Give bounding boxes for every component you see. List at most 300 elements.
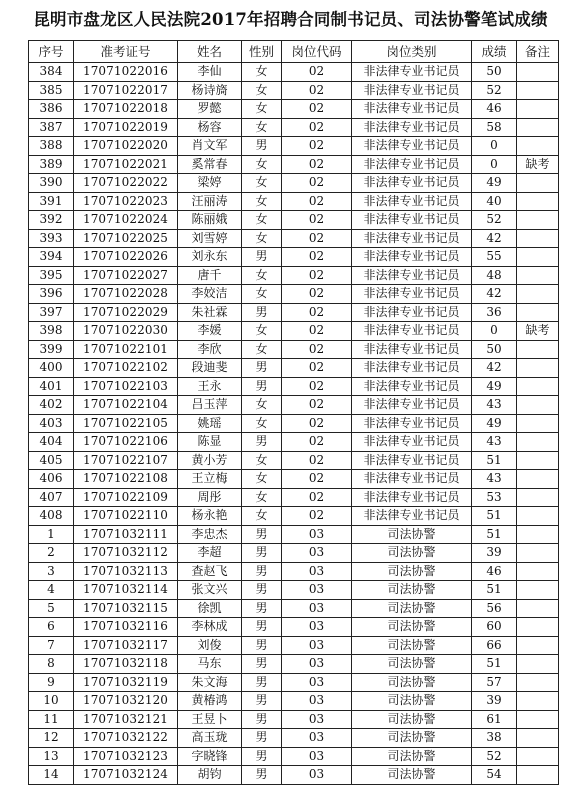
cell-no: 9 [29,673,74,692]
cell-exam-id: 17071022106 [74,433,178,452]
cell-post-code: 02 [282,488,352,507]
cell-exam-id: 17071022107 [74,451,178,470]
cell-post-category: 司法协警 [352,581,472,600]
cell-exam-id: 17071032117 [74,636,178,655]
cell-exam-id: 17071022109 [74,488,178,507]
cell-score: 42 [472,359,517,378]
cell-gender: 男 [242,525,282,544]
cell-post-category: 司法协警 [352,655,472,674]
table-row [29,636,559,655]
cell-score: 48 [472,266,517,285]
cell-name: 姚瑶 [178,414,242,433]
cell-post-category: 司法协警 [352,710,472,729]
cell-no: 404 [29,433,74,452]
cell-no: 408 [29,507,74,526]
cell-note [517,377,559,396]
cell-post-code: 02 [282,470,352,489]
cell-post-category: 非法律专业书记员 [352,414,472,433]
cell-no: 3 [29,562,74,581]
cell-score: 46 [472,100,517,119]
cell-exam-id: 17071032119 [74,673,178,692]
cell-exam-id: 17071022104 [74,396,178,415]
cell-name: 徐凯 [178,599,242,618]
table-row [29,692,559,711]
cell-name: 王立梅 [178,470,242,489]
cell-post-category: 非法律专业书记员 [352,100,472,119]
cell-no: 13 [29,747,74,766]
header-post-code: 岗位代码 [282,41,352,63]
cell-no: 390 [29,174,74,193]
cell-name: 李欣 [178,340,242,359]
cell-score: 51 [472,507,517,526]
cell-exam-id: 17071032124 [74,766,178,785]
cell-post-category: 非法律专业书记员 [352,396,472,415]
cell-exam-id: 17071022021 [74,155,178,174]
cell-name: 张文兴 [178,581,242,600]
cell-post-category: 司法协警 [352,729,472,748]
cell-no: 400 [29,359,74,378]
cell-no: 399 [29,340,74,359]
cell-note [517,673,559,692]
cell-post-code: 02 [282,433,352,452]
header-gender: 性别 [242,41,282,63]
cell-exam-id: 17071032115 [74,599,178,618]
cell-post-category: 非法律专业书记员 [352,488,472,507]
cell-score: 50 [472,63,517,82]
cell-name: 罗懿 [178,100,242,119]
cell-post-code: 03 [282,636,352,655]
cell-post-code: 02 [282,137,352,156]
cell-no: 407 [29,488,74,507]
table-row [29,63,559,82]
cell-name: 李仙 [178,63,242,82]
cell-exam-id: 17071022026 [74,248,178,267]
cell-no: 4 [29,581,74,600]
cell-score: 60 [472,618,517,637]
cell-name: 李媛 [178,322,242,341]
cell-note [517,118,559,137]
cell-post-category: 非法律专业书记员 [352,155,472,174]
cell-note [517,192,559,211]
header-post-category: 岗位类别 [352,41,472,63]
cell-note [517,544,559,563]
cell-gender: 男 [242,433,282,452]
cell-post-category: 非法律专业书记员 [352,266,472,285]
header-no: 序号 [29,41,74,63]
cell-exam-id: 17071032123 [74,747,178,766]
cell-name: 李林成 [178,618,242,637]
cell-note [517,692,559,711]
cell-post-category: 非法律专业书记员 [352,470,472,489]
cell-post-code: 02 [282,118,352,137]
cell-score: 52 [472,747,517,766]
cell-note [517,636,559,655]
cell-name: 胡钧 [178,766,242,785]
cell-no: 395 [29,266,74,285]
cell-post-code: 02 [282,359,352,378]
cell-note [517,248,559,267]
cell-note [517,710,559,729]
cell-post-code: 03 [282,747,352,766]
cell-post-category: 司法协警 [352,673,472,692]
cell-no: 7 [29,636,74,655]
cell-post-category: 非法律专业书记员 [352,340,472,359]
header-note: 备注 [517,41,559,63]
cell-no: 394 [29,248,74,267]
cell-note [517,81,559,100]
cell-no: 391 [29,192,74,211]
cell-post-category: 非法律专业书记员 [352,377,472,396]
cell-no: 5 [29,599,74,618]
cell-post-category: 非法律专业书记员 [352,451,472,470]
table-row [29,192,559,211]
cell-gender: 女 [242,81,282,100]
cell-gender: 男 [242,692,282,711]
cell-note [517,507,559,526]
cell-post-code: 02 [282,396,352,415]
cell-note [517,525,559,544]
cell-post-code: 03 [282,618,352,637]
page-title: 昆明市盘龙区人民法院2017年招聘合同制书记员、司法协警笔试成绩 [33,10,548,29]
cell-gender: 男 [242,618,282,637]
cell-post-code: 03 [282,729,352,748]
table-row [29,396,559,415]
cell-name: 周彤 [178,488,242,507]
cell-note [517,766,559,785]
table-row [29,81,559,100]
cell-post-code: 03 [282,599,352,618]
cell-post-code: 03 [282,562,352,581]
cell-score: 42 [472,285,517,304]
cell-post-code: 02 [282,211,352,230]
cell-post-category: 司法协警 [352,618,472,637]
table-row [29,100,559,119]
cell-gender: 男 [242,359,282,378]
cell-no: 406 [29,470,74,489]
cell-exam-id: 17071022024 [74,211,178,230]
cell-post-category: 非法律专业书记员 [352,303,472,322]
cell-post-code: 02 [282,63,352,82]
cell-name: 李姣洁 [178,285,242,304]
cell-score: 51 [472,451,517,470]
cell-no: 389 [29,155,74,174]
cell-gender: 男 [242,544,282,563]
cell-score: 66 [472,636,517,655]
cell-no: 1 [29,525,74,544]
cell-gender: 男 [242,636,282,655]
cell-post-category: 非法律专业书记员 [352,229,472,248]
cell-gender: 男 [242,710,282,729]
cell-gender: 男 [242,377,282,396]
cell-name: 吕玉萍 [178,396,242,415]
table-row [29,655,559,674]
cell-name: 黄椿鸿 [178,692,242,711]
table-row [29,525,559,544]
header-exam-id: 准考证号 [74,41,178,63]
cell-exam-id: 17071032116 [74,618,178,637]
cell-name: 唐千 [178,266,242,285]
cell-name: 肖文军 [178,137,242,156]
cell-exam-id: 17071022022 [74,174,178,193]
table-row [29,285,559,304]
cell-name: 王昱卜 [178,710,242,729]
table-row [29,747,559,766]
cell-score: 0 [472,322,517,341]
cell-post-category: 司法协警 [352,544,472,563]
table-row [29,155,559,174]
cell-score: 40 [472,192,517,211]
cell-name: 王永 [178,377,242,396]
cell-no: 11 [29,710,74,729]
table-row [29,581,559,600]
cell-name: 奚常春 [178,155,242,174]
cell-name: 段迪斐 [178,359,242,378]
cell-post-code: 03 [282,544,352,563]
cell-exam-id: 17071022020 [74,137,178,156]
cell-gender: 女 [242,340,282,359]
cell-gender: 女 [242,488,282,507]
cell-note [517,655,559,674]
cell-exam-id: 17071022019 [74,118,178,137]
cell-name: 李超 [178,544,242,563]
cell-post-code: 02 [282,248,352,267]
table-row [29,303,559,322]
cell-note [517,174,559,193]
cell-post-code: 02 [282,303,352,322]
table-row [29,248,559,267]
table-row [29,673,559,692]
cell-exam-id: 17071022017 [74,81,178,100]
cell-exam-id: 17071032118 [74,655,178,674]
table-row [29,229,559,248]
cell-exam-id: 17071022101 [74,340,178,359]
cell-note [517,433,559,452]
cell-score: 0 [472,155,517,174]
cell-exam-id: 17071022025 [74,229,178,248]
cell-post-category: 非法律专业书记员 [352,118,472,137]
cell-note [517,488,559,507]
header-name: 姓名 [178,41,242,63]
cell-score: 55 [472,248,517,267]
cell-post-code: 03 [282,655,352,674]
cell-name: 杨永艳 [178,507,242,526]
cell-score: 46 [472,562,517,581]
cell-score: 43 [472,396,517,415]
cell-post-category: 非法律专业书记员 [352,507,472,526]
cell-post-code: 02 [282,100,352,119]
cell-gender: 男 [242,729,282,748]
cell-no: 396 [29,285,74,304]
cell-note [517,359,559,378]
header-row [29,41,559,63]
table-row [29,766,559,785]
cell-gender: 男 [242,562,282,581]
cell-note: 缺考 [517,155,559,174]
table-row [29,562,559,581]
cell-name: 刘俊 [178,636,242,655]
cell-note [517,266,559,285]
cell-no: 6 [29,618,74,637]
cell-post-code: 02 [282,285,352,304]
cell-exam-id: 17071032121 [74,710,178,729]
cell-post-category: 司法协警 [352,525,472,544]
cell-post-category: 司法协警 [352,747,472,766]
cell-name: 陈显 [178,433,242,452]
cell-score: 61 [472,710,517,729]
cell-exam-id: 17071032120 [74,692,178,711]
cell-post-code: 03 [282,710,352,729]
cell-score: 43 [472,433,517,452]
cell-gender: 男 [242,248,282,267]
cell-gender: 男 [242,673,282,692]
cell-name: 汪丽涛 [178,192,242,211]
cell-post-category: 非法律专业书记员 [352,63,472,82]
cell-post-code: 03 [282,673,352,692]
cell-no: 403 [29,414,74,433]
cell-exam-id: 17071022110 [74,507,178,526]
cell-note [517,451,559,470]
cell-name: 刘永东 [178,248,242,267]
table-row [29,451,559,470]
cell-gender: 女 [242,192,282,211]
cell-gender: 男 [242,303,282,322]
cell-no: 401 [29,377,74,396]
table-row [29,618,559,637]
cell-post-code: 02 [282,174,352,193]
cell-gender: 女 [242,229,282,248]
cell-exam-id: 17071022027 [74,266,178,285]
cell-no: 402 [29,396,74,415]
cell-score: 56 [472,599,517,618]
cell-post-code: 02 [282,414,352,433]
cell-note [517,729,559,748]
cell-score: 52 [472,81,517,100]
header-score: 成绩 [472,41,517,63]
cell-gender: 女 [242,266,282,285]
cell-name: 朱社霖 [178,303,242,322]
table-row [29,599,559,618]
cell-post-category: 司法协警 [352,766,472,785]
cell-score: 49 [472,377,517,396]
cell-name: 梁婷 [178,174,242,193]
cell-name: 查赵飞 [178,562,242,581]
cell-post-category: 司法协警 [352,599,472,618]
cell-gender: 男 [242,581,282,600]
cell-exam-id: 17071022105 [74,414,178,433]
table-row [29,488,559,507]
cell-score: 51 [472,581,517,600]
table-row [29,340,559,359]
table-row [29,544,559,563]
cell-name: 陈丽娥 [178,211,242,230]
cell-exam-id: 17071022102 [74,359,178,378]
cell-no: 388 [29,137,74,156]
cell-no: 386 [29,100,74,119]
cell-name: 李忠杰 [178,525,242,544]
cell-gender: 女 [242,470,282,489]
cell-score: 53 [472,488,517,507]
cell-note [517,211,559,230]
cell-note [517,581,559,600]
cell-note [517,340,559,359]
cell-gender: 男 [242,137,282,156]
cell-score: 38 [472,729,517,748]
cell-no: 14 [29,766,74,785]
cell-score: 43 [472,470,517,489]
cell-gender: 女 [242,285,282,304]
cell-name: 杨容 [178,118,242,137]
cell-note [517,303,559,322]
cell-post-code: 02 [282,507,352,526]
cell-post-code: 03 [282,581,352,600]
cell-no: 387 [29,118,74,137]
cell-name: 朱文海 [178,673,242,692]
table-row [29,414,559,433]
cell-post-category: 非法律专业书记员 [352,211,472,230]
results-table [28,40,559,785]
cell-note [517,285,559,304]
table-row [29,710,559,729]
cell-post-category: 司法协警 [352,562,472,581]
cell-score: 36 [472,303,517,322]
cell-post-code: 02 [282,155,352,174]
cell-exam-id: 17071022103 [74,377,178,396]
cell-exam-id: 17071022018 [74,100,178,119]
cell-score: 57 [472,673,517,692]
cell-name: 马东 [178,655,242,674]
table-row [29,377,559,396]
cell-gender: 女 [242,451,282,470]
cell-gender: 男 [242,747,282,766]
cell-gender: 女 [242,63,282,82]
cell-no: 384 [29,63,74,82]
cell-post-code: 02 [282,322,352,341]
table-row [29,211,559,230]
cell-post-category: 非法律专业书记员 [352,322,472,341]
cell-post-category: 非法律专业书记员 [352,81,472,100]
cell-post-category: 司法协警 [352,692,472,711]
cell-note [517,229,559,248]
cell-post-code: 03 [282,766,352,785]
cell-score: 39 [472,544,517,563]
cell-gender: 女 [242,322,282,341]
cell-gender: 男 [242,655,282,674]
cell-no: 2 [29,544,74,563]
cell-post-category: 非法律专业书记员 [352,359,472,378]
cell-note [517,396,559,415]
cell-score: 42 [472,229,517,248]
cell-post-code: 03 [282,525,352,544]
cell-name: 刘雪婷 [178,229,242,248]
cell-exam-id: 17071032113 [74,562,178,581]
cell-note [517,747,559,766]
cell-post-code: 02 [282,81,352,100]
cell-post-code: 02 [282,192,352,211]
cell-post-category: 非法律专业书记员 [352,192,472,211]
cell-gender: 男 [242,599,282,618]
table-row [29,322,559,341]
cell-exam-id: 17071022108 [74,470,178,489]
cell-post-code: 02 [282,451,352,470]
cell-exam-id: 17071022023 [74,192,178,211]
cell-note [517,470,559,489]
table-body [29,63,559,785]
cell-gender: 女 [242,396,282,415]
cell-exam-id: 17071032114 [74,581,178,600]
cell-gender: 女 [242,118,282,137]
cell-post-category: 非法律专业书记员 [352,174,472,193]
cell-gender: 女 [242,155,282,174]
